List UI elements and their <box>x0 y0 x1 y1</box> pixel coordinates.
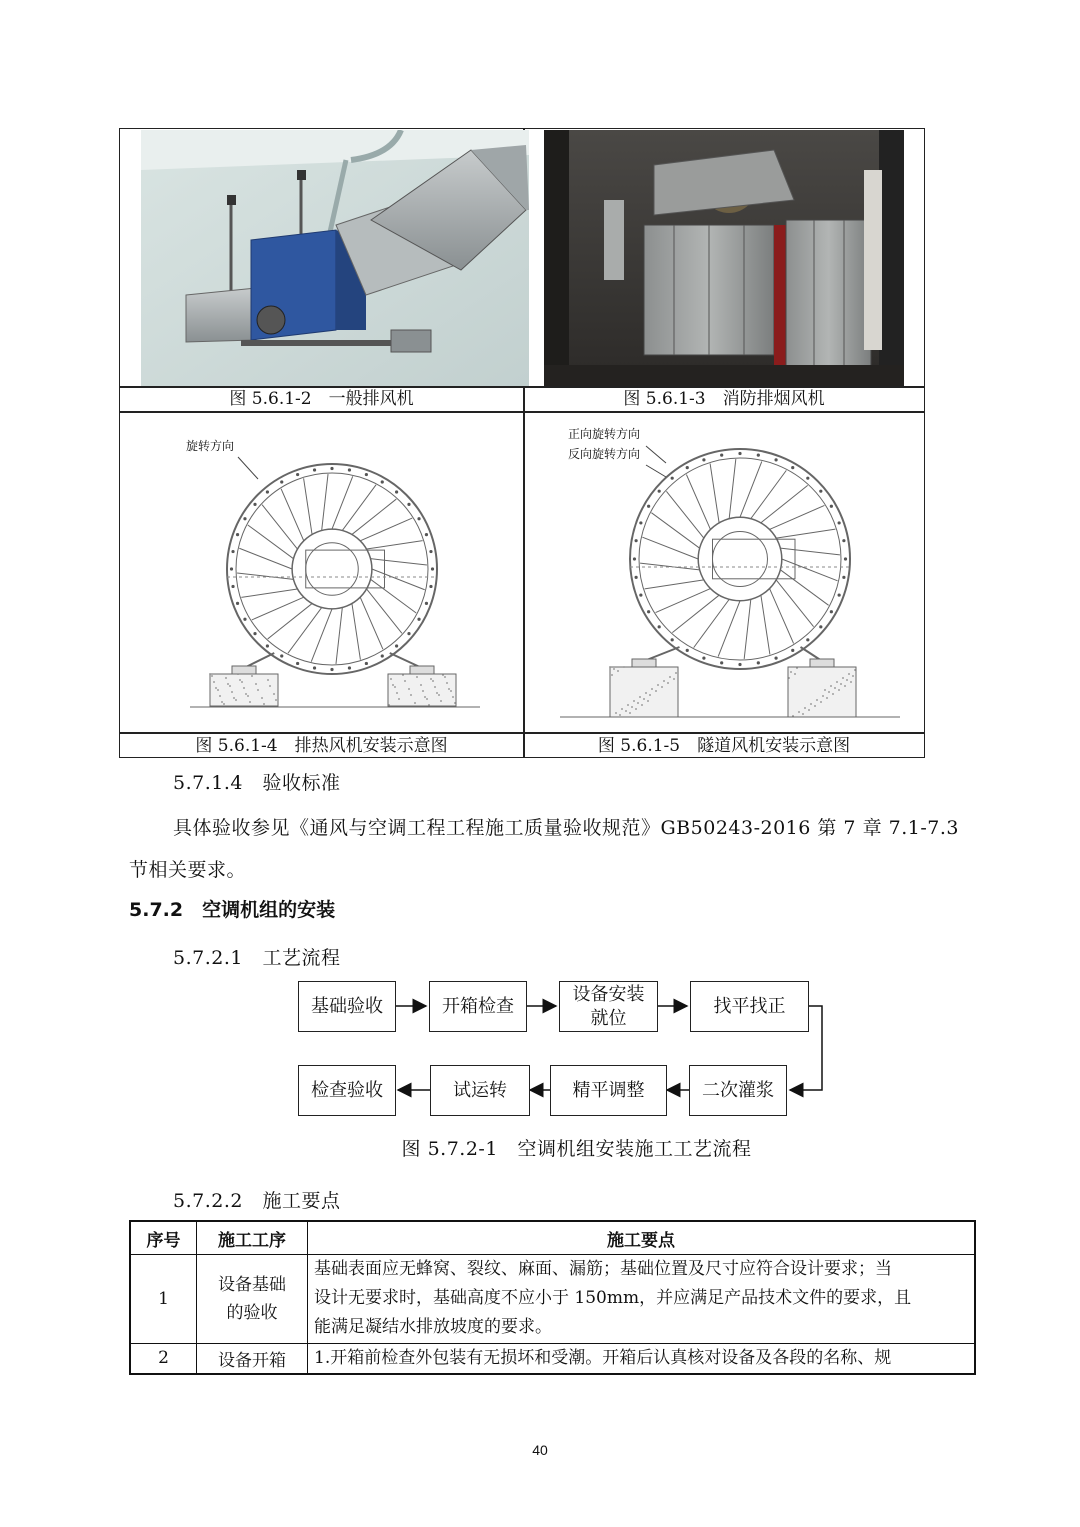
flow-caption: 图 5.7.2-1 空调机组安装施工工艺流程 <box>401 1138 752 1160</box>
flow-step-label: 就位 <box>590 1007 627 1029</box>
rotation-direction-label: 旋转方向 <box>186 439 235 453</box>
flow-step-equipment-installation <box>559 981 658 1032</box>
table-cell-text: 的验收 <box>226 1302 278 1323</box>
table-header-cell: 施工要点 <box>607 1230 675 1251</box>
table-header-cell: 序号 <box>131 1222 197 1254</box>
table-cell-step <box>197 1254 308 1343</box>
figure-caption: 图 5.6.1-2 一般排风机 <box>229 389 414 409</box>
flow-step-trial-run: 试运转 <box>430 1065 530 1116</box>
flow-step-label: 设备安装 <box>572 983 645 1005</box>
flow-step-foundation-acceptance: 基础验收 <box>298 981 396 1032</box>
subsection-heading-5722: 5.7.2.2 施工要点 <box>173 1190 341 1212</box>
paragraph-line: 节相关要求。 <box>129 859 247 881</box>
page-number: 40 <box>532 1442 548 1458</box>
table-cell-no: 1 <box>131 1254 197 1343</box>
flow-step-unpacking-inspection: 开箱检查 <box>429 981 527 1032</box>
figure-caption: 图 5.6.1-3 消防排烟风机 <box>623 389 825 409</box>
subsection-heading-5721: 5.7.2.1 工艺流程 <box>173 947 341 969</box>
table-header-cell: 施工工序 <box>197 1222 308 1254</box>
forward-rotation-label: 正向旋转方向 <box>568 427 641 441</box>
construction-points-table <box>129 1220 976 1375</box>
table-cell-no: 2 <box>131 1343 197 1373</box>
section-heading-572: 5.7.2 空调机组的安装 <box>129 899 336 921</box>
table-cell-points: 1.开箱前检查外包装有无损坏和受潮。开箱后认真核对设备及各段的名称、规 <box>314 1347 892 1368</box>
flow-step-leveling-alignment: 找平找正 <box>690 981 809 1032</box>
table-row <box>131 1343 974 1373</box>
table-cell-text: 能满足凝结水排放坡度的要求。 <box>314 1317 552 1337</box>
figure-caption: 图 5.6.1-4 排热风机安装示意图 <box>195 736 448 756</box>
table-cell-points <box>308 1254 974 1343</box>
table-cell-text: 设备基础 <box>218 1274 286 1295</box>
flow-step-inspection-acceptance: 检查验收 <box>298 1065 396 1116</box>
flow-step-secondary-grouting: 二次灌浆 <box>689 1065 787 1116</box>
figure-caption: 图 5.6.1-5 隧道风机安装示意图 <box>597 736 851 756</box>
table-row <box>131 1254 974 1344</box>
table-header-row <box>131 1222 974 1255</box>
paragraph-line: 具体验收参见《通风与空调工程工程施工质量验收规范》GB50243-2016 第 7 章 7.1-7.3 <box>173 817 959 839</box>
table-cell-step: 设备开箱 <box>197 1343 308 1373</box>
table-cell-text: 设计无要求时，基础高度不应小于 150mm，并应满足产品技术文件的要求，且 <box>314 1288 912 1308</box>
reverse-rotation-label: 反向旋转方向 <box>568 447 641 461</box>
flow-step-fine-leveling: 精平调整 <box>550 1065 667 1116</box>
section-heading-5714: 5.7.1.4 验收标准 <box>173 772 341 794</box>
table-cell-text: 基础表面应无蜂窝、裂纹、麻面、漏筋；基础位置及尺寸应符合设计要求；当 <box>314 1259 892 1279</box>
